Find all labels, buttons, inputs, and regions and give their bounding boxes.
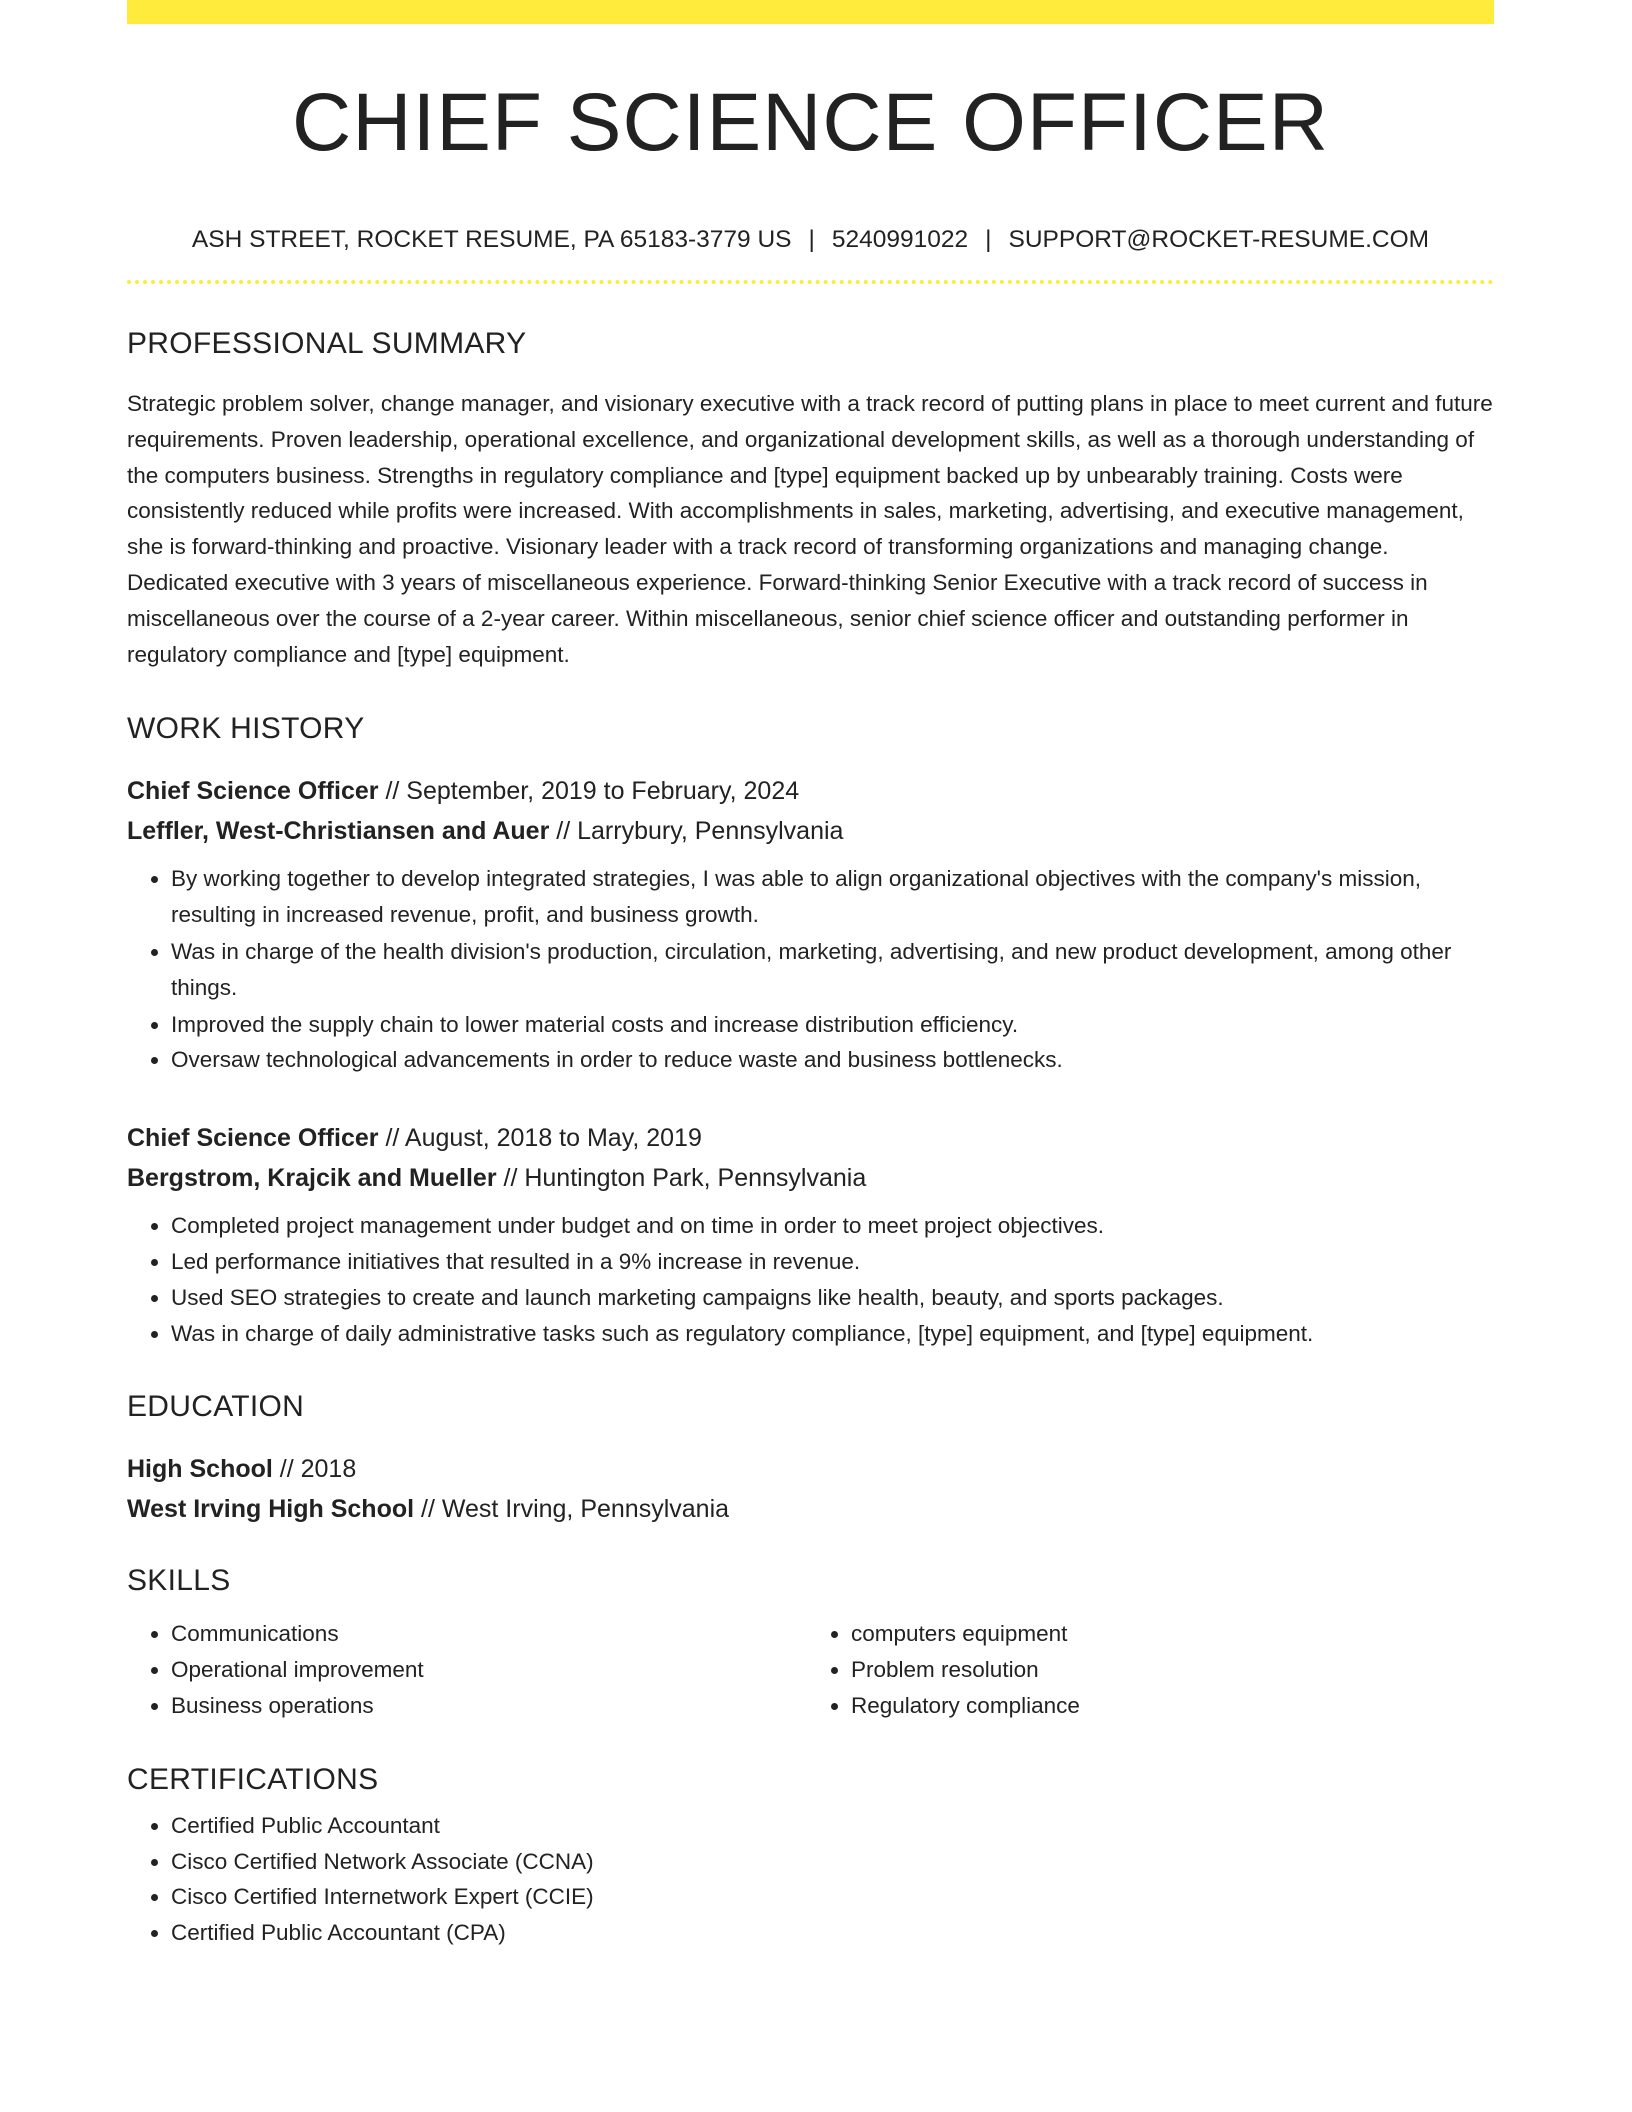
contact-separator: |	[808, 226, 815, 253]
job-bullets	[127, 861, 1494, 1078]
certification-item: • Certified Public Accountant	[171, 1808, 1494, 1844]
contact-separator: |	[985, 226, 992, 253]
job-entry	[127, 1118, 1494, 1351]
list-item: • Completed project management under budget and on time in order to meet project objectives.	[171, 1208, 1494, 1244]
accent-top-bar	[127, 0, 1494, 24]
job-entry	[127, 771, 1494, 1078]
job-location: // Huntington Park, Pennsylvania	[503, 1164, 867, 1193]
contact-line	[127, 225, 1494, 255]
section-title-summary: PROFESSIONAL SUMMARY	[127, 327, 527, 360]
certifications-list	[127, 1808, 1494, 1951]
job-bullets	[127, 1208, 1494, 1351]
job-location: // Larrybury, Pennsylvania	[556, 817, 844, 846]
list-item: • By working together to develop integrated strategies, I was able to align organizational objectives with the company's mission, resulting in increased revenue, profit, and business growth.	[171, 861, 1494, 933]
education-location: // West Irving, Pennsylvania	[421, 1495, 730, 1524]
certification-item: • Certified Public Accountant (CPA)	[171, 1915, 1494, 1951]
contact-phone: 5240991022	[831, 226, 969, 253]
skill-item: • Problem resolution	[851, 1652, 1481, 1688]
education-school: West Irving High School	[127, 1495, 415, 1524]
job-role: Chief Science Officer	[127, 1124, 379, 1153]
list-item: • Was in charge of daily administrative tasks such as regulatory compliance, [type] equipment, and [type] equipment.	[171, 1316, 1494, 1352]
certification-item: • Cisco Certified Internetwork Expert (CCIE)	[171, 1879, 1494, 1915]
job-company: Leffler, West-Christiansen and Auer	[127, 817, 550, 846]
list-item: • Oversaw technological advancements in order to reduce waste and business bottlenecks.	[171, 1042, 1494, 1078]
job-role-line	[127, 1118, 1494, 1158]
skills-list-left	[127, 1616, 801, 1723]
job-dates: // August, 2018 to May, 2019	[385, 1124, 702, 1153]
education-entry	[127, 1449, 1494, 1529]
contact-email: SUPPORT@ROCKET-RESUME.COM	[1008, 226, 1430, 253]
job-role: Chief Science Officer	[127, 777, 379, 806]
resume-page	[127, 0, 1494, 1951]
list-item: • Was in charge of the health division's production, circulation, marketing, advertising, and new product development, among other things.	[171, 934, 1494, 1006]
contact-address: ASH STREET, ROCKET RESUME, PA 65183-3779 US	[191, 226, 792, 253]
skill-item: • Business operations	[171, 1688, 801, 1724]
summary-text: Strategic problem solver, change manager, and visionary executive with a track record of putting plans in place to meet current and future requirements. Proven leadership, operational excellence, and organizational development skills, as well as a thorough understanding of the computers business. Strengths in regulatory compliance and [type] equipment backed up by unbearably training. Costs were consistently reduced while profits were increased. With accomplishments in sales, marketing, advertising, and executive management, she is forward-thinking and proactive. Visionary leader with a track record of transforming organizations and managing change. Dedicated executive with 3 years of miscellaneous experience. Forward-thinking Senior Executive with a track record of success in miscellaneous over the course of a 2-year career. Within miscellaneous, senior chief science officer and outstanding performer in regulatory compliance and [type] equipment.	[127, 391, 1493, 667]
list-item: • Led performance initiatives that resulted in a 9% increase in revenue.	[171, 1244, 1494, 1280]
section-title-certifications: CERTIFICATIONS	[127, 1762, 379, 1796]
job-company-line	[127, 811, 1494, 851]
certification-item: • Cisco Certified Network Associate (CCNA)	[171, 1844, 1494, 1880]
job-company: Bergstrom, Krajcik and Mueller	[127, 1164, 497, 1193]
section-title-education: EDUCATION	[127, 1390, 305, 1424]
section-title-skills: SKILLS	[127, 1564, 231, 1598]
list-item: • Used SEO strategies to create and launch marketing campaigns like health, beauty, and sports packages.	[171, 1280, 1494, 1316]
job-dates: // September, 2019 to February, 2024	[385, 777, 800, 806]
job-company-line	[127, 1158, 1494, 1198]
education-year: // 2018	[279, 1455, 357, 1484]
resume-name: CHIEF SCIENCE OFFICER	[292, 77, 1329, 168]
section-title-work-history: WORK HISTORY	[127, 712, 365, 746]
education-degree-line	[127, 1449, 1494, 1489]
education-degree: High School	[127, 1455, 273, 1484]
skill-item: • Regulatory compliance	[851, 1688, 1481, 1724]
skills-grid	[127, 1616, 1494, 1723]
skill-item: • Operational improvement	[171, 1652, 801, 1688]
skill-item: • Communications	[171, 1616, 801, 1652]
skill-item: • computers equipment	[851, 1616, 1481, 1652]
education-school-line	[127, 1489, 1494, 1529]
skills-list-right	[801, 1616, 1481, 1723]
job-role-line	[127, 771, 1494, 811]
list-item: • Improved the supply chain to lower material costs and increase distribution efficiency.	[171, 1007, 1494, 1043]
dotted-divider	[127, 280, 1494, 284]
